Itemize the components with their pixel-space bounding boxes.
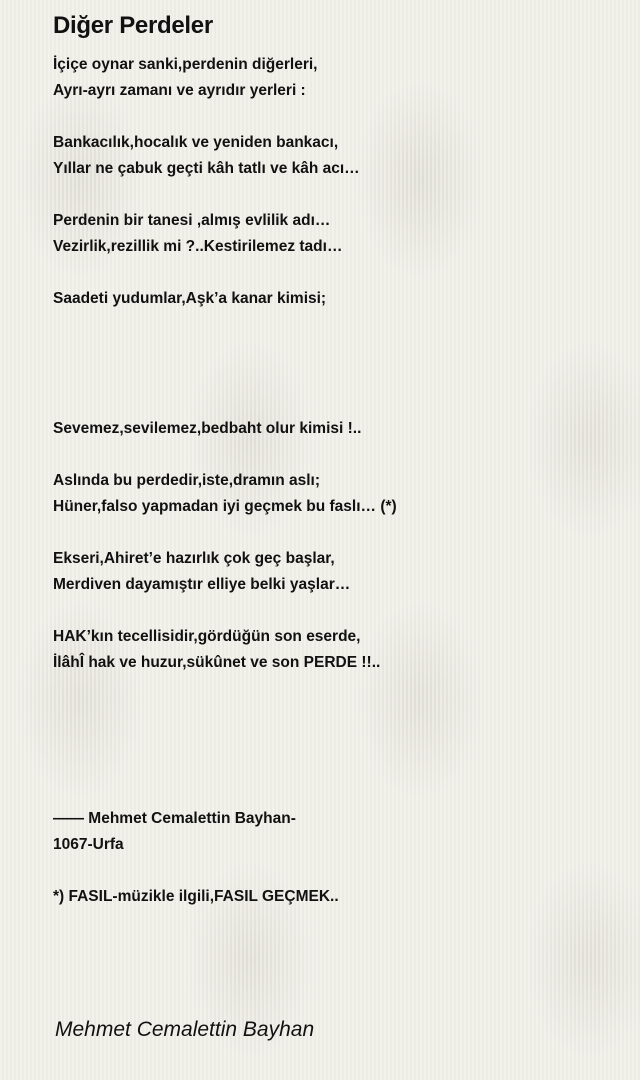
stanza-gap xyxy=(53,442,623,468)
poem-line: İlâhÎ hak ve huzur,sükûnet ve son PERDE !!.. xyxy=(53,654,381,671)
poem-body xyxy=(53,52,623,910)
author-credit-line: —— Mehmet Cemalettin Bayhan- xyxy=(53,810,296,827)
poem-line: Ayrı-ayrı zamanı ve ayrıdır yerleri : xyxy=(53,82,306,99)
footnote-line: *) FASIL-müzikle ilgili,FASIL GEÇMEK.. xyxy=(53,888,339,905)
author-signature: Mehmet Cemalettin Bayhan xyxy=(55,1018,315,1041)
poem-line: Saadeti yudumlar,Aşk’a kanar kimisi; xyxy=(53,290,327,307)
poem-line: Perdenin bir tanesi ,almış evlilik adı… xyxy=(53,212,331,229)
stanza-gap xyxy=(53,858,623,884)
poem-line: Yıllar ne çabuk geçti kâh tatlı ve kâh acı… xyxy=(53,160,360,177)
poem-line: İçiçe oynar sanki,perdenin diğerleri, xyxy=(53,56,318,73)
poem-line: Aslında bu perdedir,iste,dramın aslı; xyxy=(53,472,321,489)
stanza-gap xyxy=(53,676,623,702)
stanza-gap xyxy=(53,390,623,416)
poem-line: Hüner,falso yapmadan iyi geçmek bu faslı… (*) xyxy=(53,498,397,515)
poem-title: Diğer Perdeler xyxy=(53,12,213,39)
stanza-gap xyxy=(53,312,623,338)
poem-line: HAK’kın tecellisidir,gördüğün son eserde, xyxy=(53,628,361,645)
poem-line: Bankacılık,hocalık ve yeniden bankacı, xyxy=(53,134,339,151)
stanza-gap xyxy=(53,260,623,286)
stanza-gap xyxy=(53,728,623,754)
stanza-gap xyxy=(53,780,623,806)
poem-line: Sevemez,sevilemez,bedbaht olur kimisi !.. xyxy=(53,420,362,437)
poem-line: Vezirlik,rezillik mi ?..Kestirilemez tadı… xyxy=(53,238,343,255)
poem-line: Ekseri,Ahiret’e hazırlık çok geç başlar, xyxy=(53,550,335,567)
stanza-gap xyxy=(53,754,623,780)
stanza-gap xyxy=(53,338,623,364)
stanza-gap xyxy=(53,364,623,390)
stanza-gap xyxy=(53,598,623,624)
poem-line: Merdiven dayamıştır elliye belki yaşlar… xyxy=(53,576,351,593)
stanza-gap xyxy=(53,182,623,208)
stanza-gap xyxy=(53,520,623,546)
stanza-gap xyxy=(53,702,623,728)
stanza-gap xyxy=(53,104,623,130)
date-place-line: 1067-Urfa xyxy=(53,836,124,853)
